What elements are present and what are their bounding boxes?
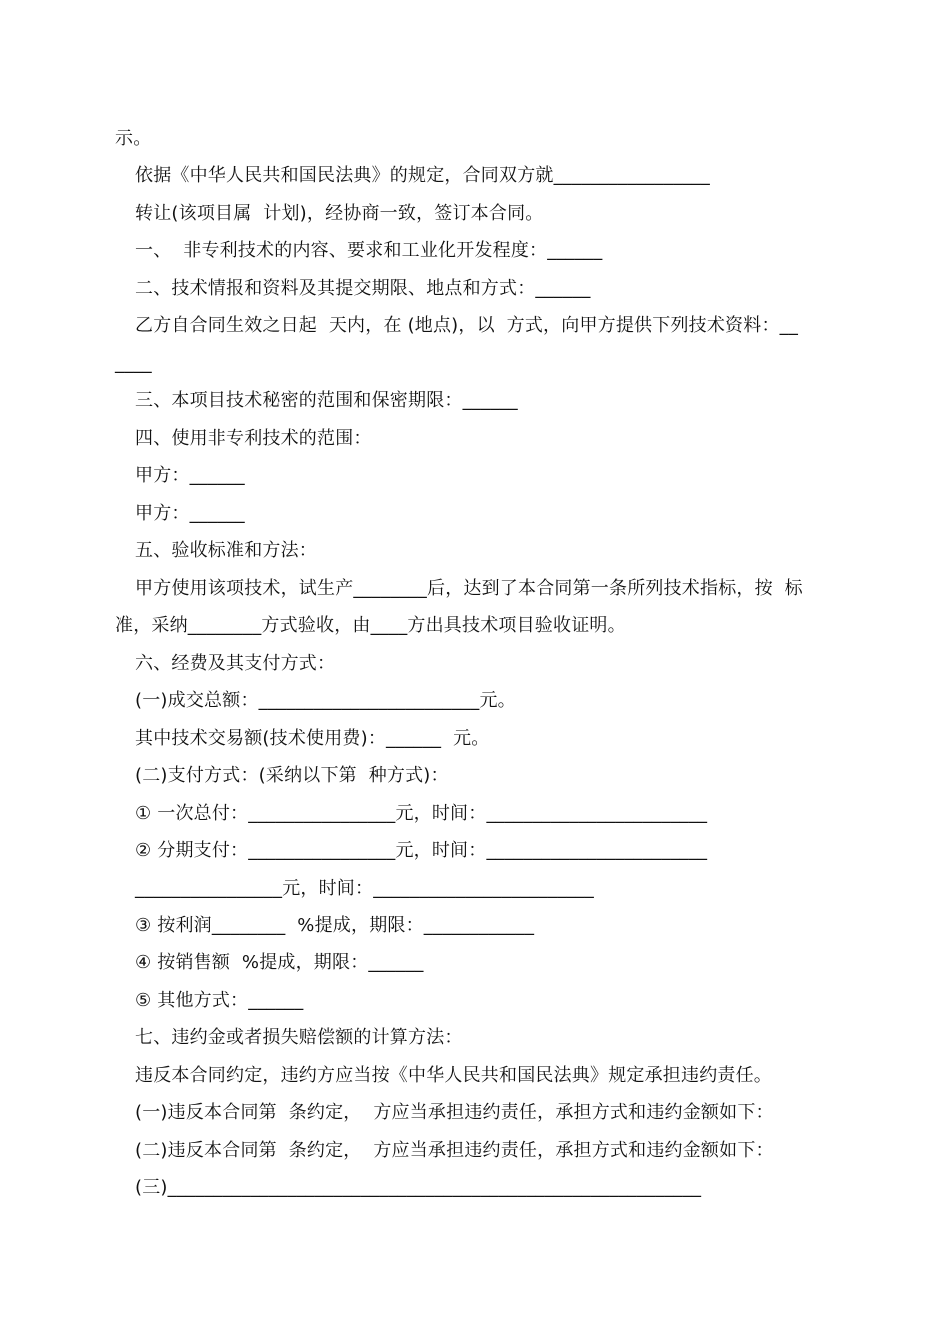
text-line: ② 分期支付：________________元，时间：________________________ [135, 840, 708, 861]
text-line: (二)支付方式：(采纳以下第 种方式)： [135, 765, 449, 786]
section-heading: 三、本项目技术秘密的范围和保密期限：______ [135, 390, 518, 411]
text-line: 其中技术交易额(技术使用费)：______ 元。 [135, 728, 490, 749]
text-line: ① 一次总付：________________元，时间：________________________ [135, 803, 708, 824]
text-line: 违反本合同约定，违约方应当按《中华人民共和国民法典》规定承担违约责任。 [135, 1065, 772, 1086]
text-line: ________________元，时间：________________________ [135, 878, 594, 899]
text-line: 示。 [115, 128, 152, 149]
text-line: 甲方：______ [135, 503, 245, 524]
text-line: ⑤ 其他方式：______ [135, 990, 304, 1011]
section-heading: 五、验收标准和方法： [135, 540, 317, 561]
text-line: ④ 按销售额 %提成，期限：______ [135, 952, 424, 973]
section-heading: 七、违约金或者损失赔偿额的计算方法： [135, 1027, 463, 1048]
section-heading: 二、技术情报和资料及其提交期限、地点和方式：______ [135, 278, 591, 299]
text-line: ____ [115, 353, 152, 374]
text-line: (三)__________________________________________________________ [135, 1177, 702, 1198]
text-line: 准，采纳________方式验收，由____方出具技术项目验收证明。 [115, 615, 626, 636]
text-line: 甲方：______ [135, 465, 245, 486]
text-line: (二)违反本合同第 条约定， 方应当承担违约责任，承担方式和违约金额如下： [135, 1140, 774, 1161]
section-heading: 四、使用非专利技术的范围： [135, 428, 372, 449]
text-line: 甲方使用该项技术，试生产________后，达到了本合同第一条所列技术指标，按 标 [135, 578, 803, 599]
text-line: ③ 按利润________ %提成，期限：____________ [135, 915, 535, 936]
text-line: 乙方自合同生效之日起 天内，在 (地点)，以 方式，向甲方提供下列技术资料：__ [135, 315, 799, 336]
section-heading: 六、经费及其支付方式： [135, 653, 336, 674]
text-line: (一)违反本合同第 条约定， 方应当承担违约责任，承担方式和违约金额如下： [135, 1102, 774, 1123]
text-line: 转让(该项目属 计划)，经协商一致，签订本合同。 [135, 203, 544, 224]
text-line: (一)成交总额：________________________元。 [135, 690, 516, 711]
text-line: 依据《中华人民共和国民法典》的规定，合同双方就_________________ [135, 165, 710, 186]
section-heading: 一、 非专利技术的内容、要求和工业化开发程度：______ [135, 240, 603, 261]
